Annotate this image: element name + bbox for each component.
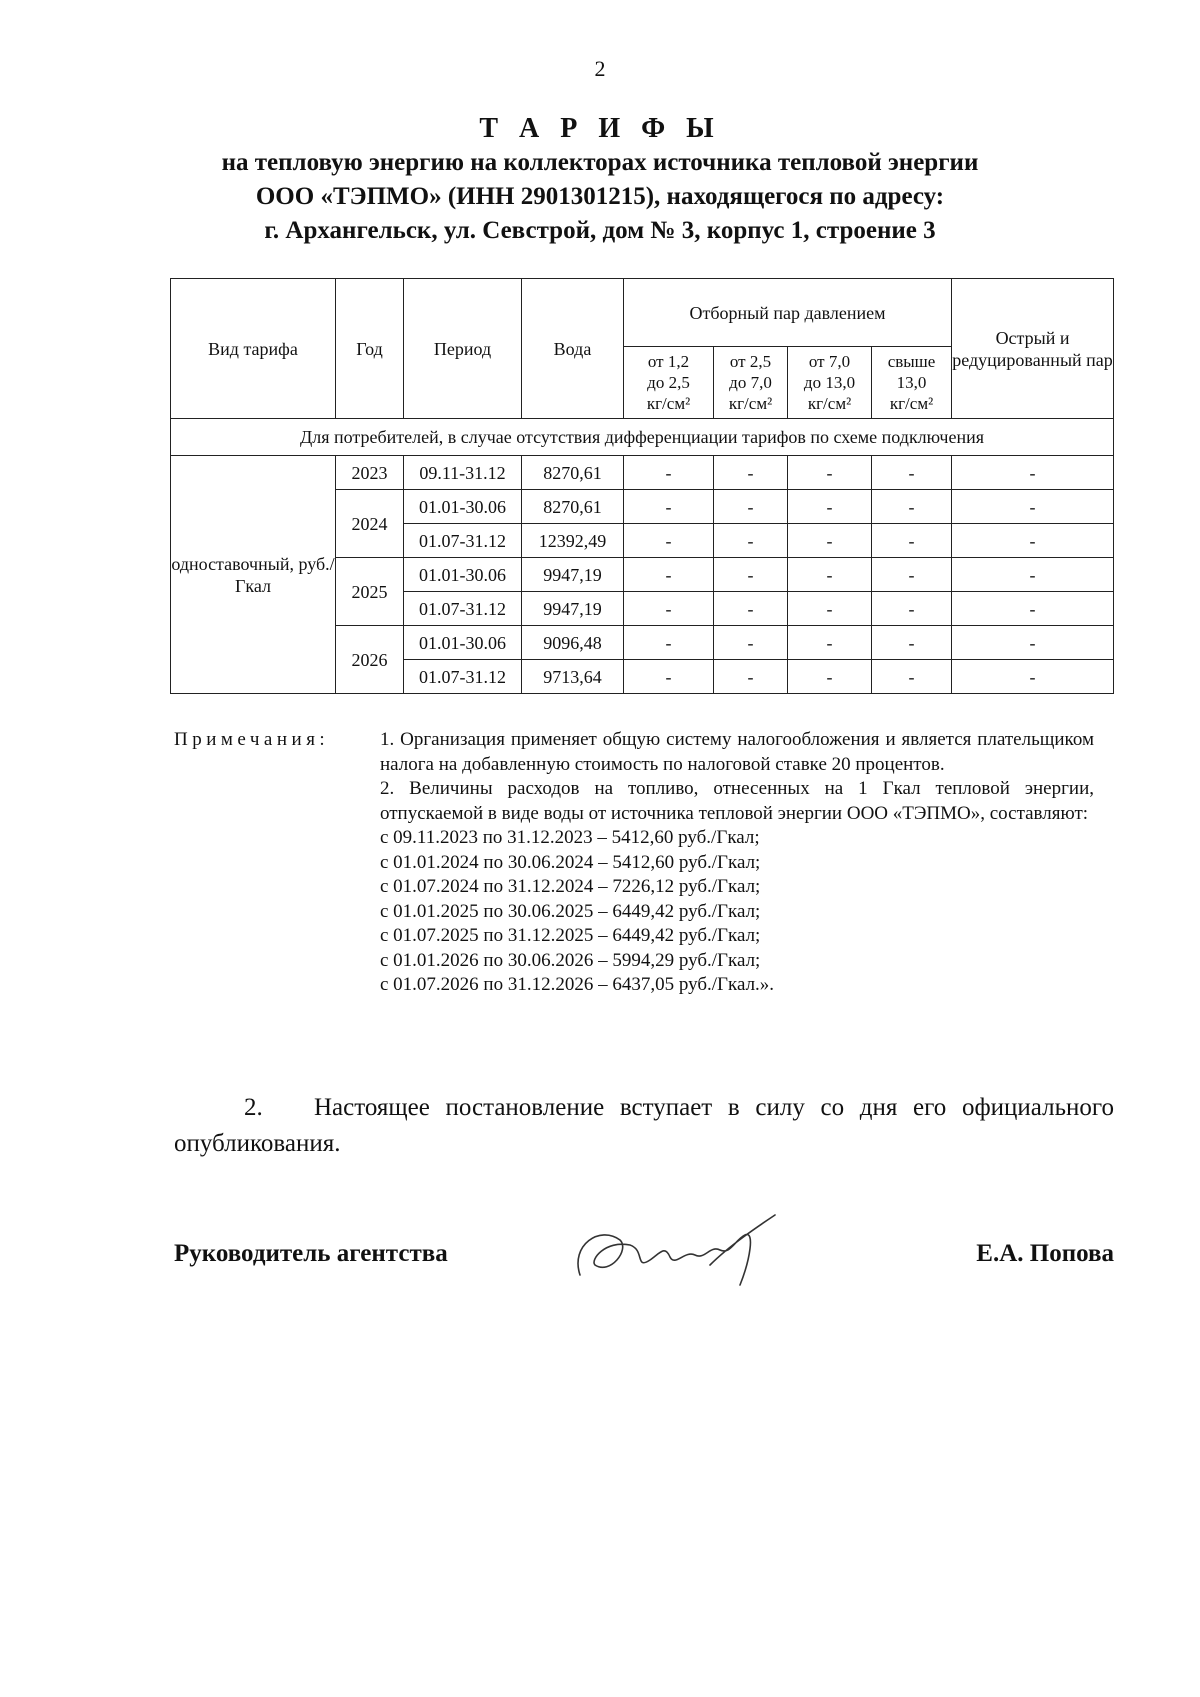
empty-value-cell: - bbox=[872, 456, 952, 490]
empty-value-cell: - bbox=[952, 626, 1114, 660]
water-tariff-cell: 12392,49 bbox=[522, 524, 624, 558]
header-steam-sub-line: кг/см² bbox=[728, 394, 773, 413]
empty-value-cell: - bbox=[952, 592, 1114, 626]
year-cell: 2023 bbox=[336, 456, 404, 490]
empty-value-cell: - bbox=[952, 558, 1114, 592]
header-water: Вода bbox=[522, 279, 624, 419]
notes-body bbox=[380, 728, 1094, 998]
header-steam-sub-line: до 7,0 bbox=[729, 373, 772, 392]
header-steam-group: Отборный пар давлением bbox=[624, 279, 952, 347]
empty-value-cell: - bbox=[788, 660, 872, 694]
fuel-cost-line: с 01.01.2026 по 30.06.2026 – 5994,29 руб./Гкал; bbox=[380, 949, 761, 971]
empty-value-cell: - bbox=[872, 490, 952, 524]
fuel-cost-line: с 01.01.2025 по 30.06.2025 – 6449,42 руб./Гкал; bbox=[380, 900, 761, 922]
empty-value-cell: - bbox=[624, 660, 714, 694]
signatory-title: Руководитель агентства bbox=[174, 1240, 448, 1267]
clause-number: 2. bbox=[244, 1094, 263, 1121]
header-steam-sub-line: 13,0 bbox=[896, 373, 927, 392]
water-tariff-cell: 9947,19 bbox=[522, 558, 624, 592]
water-tariff-cell: 8270,61 bbox=[522, 456, 624, 490]
water-tariff-cell: 8270,61 bbox=[522, 490, 624, 524]
fuel-cost-lines bbox=[380, 826, 1094, 998]
empty-value-cell: - bbox=[714, 660, 788, 694]
fuel-cost-line: с 01.07.2026 по 31.12.2026 – 6437,05 руб./Гкал.». bbox=[380, 974, 775, 995]
empty-value-cell: - bbox=[714, 456, 788, 490]
empty-value-cell: - bbox=[788, 558, 872, 592]
empty-value-cell: - bbox=[714, 626, 788, 660]
header-year: Год bbox=[336, 279, 404, 419]
fuel-cost-line: с 01.07.2024 по 31.12.2024 – 7226,12 руб./Гкал; bbox=[380, 876, 761, 897]
header-steam-sub-1 bbox=[714, 347, 788, 419]
header-steam-sub-line: до 13,0 bbox=[803, 373, 856, 392]
header-tariff-type: Вид тарифа bbox=[171, 279, 336, 419]
header-steam-sub-line: кг/см² bbox=[889, 394, 934, 413]
handwritten-signature bbox=[560, 1205, 800, 1305]
empty-value-cell: - bbox=[872, 558, 952, 592]
header-steam-sub-line: кг/см² bbox=[807, 394, 852, 413]
empty-value-cell: - bbox=[788, 626, 872, 660]
clause-2 bbox=[174, 1090, 1114, 1162]
empty-value-cell: - bbox=[872, 626, 952, 660]
header-steam-sub-line: кг/см² bbox=[646, 394, 691, 413]
header-steam-sub-0 bbox=[624, 347, 714, 419]
tariff-type-cell: одноставочный, руб./Гкал bbox=[171, 456, 336, 694]
heading-title: Т А Р И Ф Ы bbox=[479, 113, 721, 144]
empty-value-cell: - bbox=[788, 490, 872, 524]
period-cell: 01.01-30.06 bbox=[404, 490, 522, 524]
heading-line-2: ООО «ТЭПМО» (ИНН 2901301215), находящегося по адресу: bbox=[255, 183, 945, 210]
empty-value-cell: - bbox=[714, 558, 788, 592]
empty-value-cell: - bbox=[788, 456, 872, 490]
document-heading bbox=[0, 112, 1200, 248]
empty-value-cell: - bbox=[624, 558, 714, 592]
heading-line-3: г. Архангельск, ул. Севстрой, дом № 3, корпус 1, строение 3 bbox=[264, 217, 936, 244]
header-steam-sub-3 bbox=[872, 347, 952, 419]
year-cell: 2026 bbox=[336, 626, 404, 694]
water-tariff-cell: 9713,64 bbox=[522, 660, 624, 694]
table-row bbox=[171, 456, 1114, 490]
empty-value-cell: - bbox=[714, 524, 788, 558]
year-cell: 2025 bbox=[336, 558, 404, 626]
note-1: 1. Организация применяет общую систему налогообложения и является плательщиком налога на добавленную стоимость по налоговой ставке 20 процентов. bbox=[380, 729, 1094, 775]
header-steam-sub-line: от 2,5 bbox=[729, 352, 772, 371]
section-title: Для потребителей, в случае отсутствия дифференциации тарифов по схеме подключения bbox=[171, 419, 1114, 456]
header-steam-sub-line: от 7,0 bbox=[808, 352, 851, 371]
empty-value-cell: - bbox=[714, 592, 788, 626]
period-cell: 01.07-31.12 bbox=[404, 592, 522, 626]
empty-value-cell: - bbox=[872, 660, 952, 694]
fuel-cost-line: с 01.07.2025 по 31.12.2025 – 6449,42 руб./Гкал; bbox=[380, 925, 761, 946]
empty-value-cell: - bbox=[872, 524, 952, 558]
period-cell: 01.01-30.06 bbox=[404, 558, 522, 592]
empty-value-cell: - bbox=[624, 490, 714, 524]
notes-label: Примечания: bbox=[174, 729, 330, 750]
year-cell: 2024 bbox=[336, 490, 404, 558]
period-cell: 01.07-31.12 bbox=[404, 660, 522, 694]
empty-value-cell: - bbox=[952, 660, 1114, 694]
page-number: 2 bbox=[594, 56, 606, 81]
header-steam-sub-line: от 1,2 bbox=[647, 352, 690, 371]
clause-text: Настоящее постановление вступает в силу со дня его официального опубликования. bbox=[174, 1094, 1114, 1157]
empty-value-cell: - bbox=[788, 524, 872, 558]
empty-value-cell: - bbox=[624, 592, 714, 626]
empty-value-cell: - bbox=[952, 490, 1114, 524]
header-period: Период bbox=[404, 279, 522, 419]
header-steam-sub-line: свыше bbox=[887, 352, 936, 371]
empty-value-cell: - bbox=[872, 592, 952, 626]
header-sharp-steam: Острый и редуцированный пар bbox=[952, 279, 1114, 419]
water-tariff-cell: 9947,19 bbox=[522, 592, 624, 626]
signatory-name: Е.А. Попова bbox=[976, 1240, 1114, 1267]
period-cell: 01.07-31.12 bbox=[404, 524, 522, 558]
empty-value-cell: - bbox=[952, 524, 1114, 558]
header-steam-sub-2 bbox=[788, 347, 872, 419]
header-steam-sub-line: до 2,5 bbox=[647, 373, 690, 392]
empty-value-cell: - bbox=[624, 524, 714, 558]
period-cell: 01.01-30.06 bbox=[404, 626, 522, 660]
period-cell: 09.11-31.12 bbox=[404, 456, 522, 490]
fuel-cost-line: с 01.01.2024 по 30.06.2024 – 5412,60 руб./Гкал; bbox=[380, 851, 761, 873]
empty-value-cell: - bbox=[624, 456, 714, 490]
empty-value-cell: - bbox=[952, 456, 1114, 490]
fuel-cost-line: с 09.11.2023 по 31.12.2023 – 5412,60 руб./Гкал; bbox=[380, 827, 760, 848]
empty-value-cell: - bbox=[624, 626, 714, 660]
empty-value-cell: - bbox=[788, 592, 872, 626]
water-tariff-cell: 9096,48 bbox=[522, 626, 624, 660]
note-2: 2. Величины расходов на топливо, отнесенных на 1 Гкал тепловой энергии, отпускаемой в виде воды от источника тепловой энергии ООО «ТЭПМО», составляют: bbox=[380, 778, 1094, 824]
heading-line-1: на тепловую энергию на коллекторах источника тепловой энергии bbox=[221, 149, 979, 176]
tariff-table bbox=[170, 278, 1114, 694]
empty-value-cell: - bbox=[714, 490, 788, 524]
